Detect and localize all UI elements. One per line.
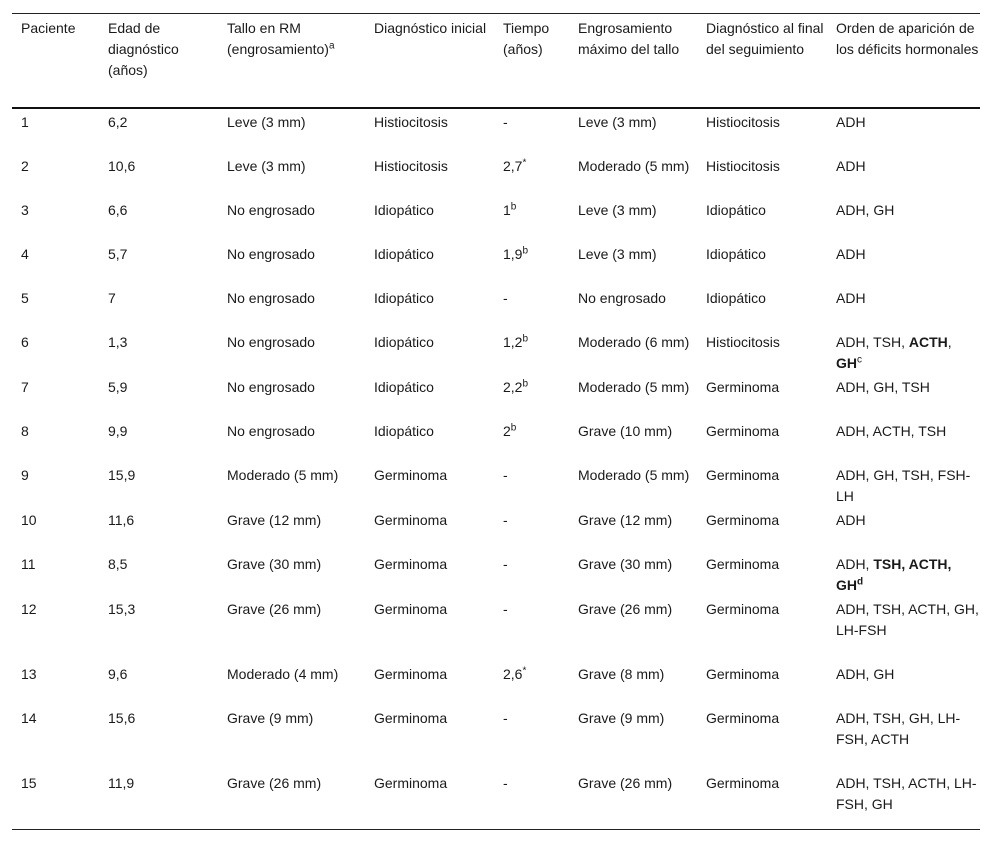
cell-tiempo: [494, 507, 569, 551]
cell-dx-inicial: Germinoma: [374, 600, 448, 617]
cell-tiempo-value: -: [503, 709, 508, 726]
cell-tiempo-value: 1: [503, 201, 511, 218]
cell-paciente: 10: [21, 511, 37, 528]
header-orden: Orden de aparición de los déficits hormonales: [827, 14, 980, 108]
clinical-table: [12, 13, 980, 830]
cell-orden: [827, 551, 980, 596]
cell-orden: ADH: [836, 113, 866, 130]
cell-tiempo-value: -: [503, 600, 508, 617]
cell-tiempo: [494, 770, 569, 830]
cell-paciente: 3: [21, 201, 29, 218]
table-row: [12, 374, 980, 418]
cell-tallo: No engrosado: [227, 289, 315, 306]
table-row: [12, 153, 980, 197]
cell-edad: 10,6: [108, 157, 136, 174]
cell-orden: ADH: [836, 245, 866, 262]
table-row: [12, 596, 980, 661]
cell-paciente: 12: [21, 600, 37, 617]
cell-orden-footnote-bold: d: [857, 575, 864, 587]
cell-orden: ADH, TSH, ACTH, LH-FSH, GH: [827, 770, 980, 830]
table-row: [12, 241, 980, 285]
cell-paciente: 8: [21, 422, 29, 439]
cell-edad: 9,6: [108, 665, 128, 682]
table-row: [12, 551, 980, 596]
cell-tiempo-footnote: b: [522, 332, 529, 344]
cell-dx-final: Germinoma: [706, 422, 780, 439]
table-row: [12, 507, 980, 551]
cell-tiempo-value: 1,2: [503, 333, 523, 350]
cell-paciente: 7: [21, 378, 29, 395]
cell-orden-bold: GH: [836, 354, 857, 371]
cell-tiempo: [494, 661, 569, 705]
cell-engrosamiento: Grave (8 mm): [578, 665, 665, 682]
cell-tallo: Moderado (5 mm): [227, 466, 339, 483]
cell-orden-footnote: c: [857, 353, 862, 365]
cell-orden-bold: ACTH: [908, 333, 948, 350]
cell-edad: 11,9: [99, 770, 218, 830]
cell-tiempo-value: 2,6: [503, 665, 523, 682]
cell-dx-final: Idiopático: [706, 201, 766, 218]
table-row: [12, 770, 980, 830]
cell-dx-final: Germinoma: [706, 466, 780, 483]
cell-tiempo-value: -: [503, 113, 508, 130]
cell-dx-final: Idiopático: [706, 245, 766, 262]
cell-edad: 6,6: [108, 201, 128, 218]
cell-engrosamiento: Grave (12 mm): [578, 511, 673, 528]
cell-paciente: 1: [21, 113, 29, 130]
header-edad: Edad de diagnóstico (años): [99, 14, 218, 108]
cell-tiempo-value: 2,7: [503, 157, 523, 174]
cell-orden: ADH, ACTH, TSH: [836, 422, 947, 439]
cell-engrosamiento: No engrosado: [578, 289, 666, 306]
table-row: [12, 705, 980, 770]
cell-orden: ADH: [836, 289, 866, 306]
cell-dx-final: Histiocitosis: [706, 333, 780, 350]
cell-tiempo: [494, 285, 569, 329]
cell-orden: ADH, GH, TSH: [836, 378, 930, 395]
cell-dx-inicial: Germinoma: [374, 709, 448, 726]
cell-edad: 15,3: [108, 600, 136, 617]
cell-edad: 15,6: [108, 709, 136, 726]
cell-dx-inicial: Idiopático: [374, 422, 434, 439]
cell-tallo: Grave (26 mm): [227, 600, 322, 617]
cell-tiempo: [494, 153, 569, 197]
cell-dx-final: Germinoma: [706, 378, 780, 395]
header-tallo: [218, 14, 365, 108]
header-paciente: Paciente: [12, 14, 99, 108]
cell-tiempo-footnote: b: [522, 244, 529, 256]
cell-tiempo-value: -: [503, 774, 508, 791]
table-row: [12, 418, 980, 462]
cell-orden: ADH: [836, 157, 866, 174]
cell-dx-inicial: Idiopático: [374, 289, 434, 306]
cell-tallo: No engrosado: [227, 378, 315, 395]
cell-tallo: No engrosado: [227, 422, 315, 439]
cell-engrosamiento: Leve (3 mm): [578, 113, 657, 130]
cell-dx-final: Germinoma: [706, 709, 780, 726]
cell-orden: ADH, TSH, GH, LH-FSH, ACTH: [836, 709, 961, 747]
cell-paciente: 14: [21, 709, 37, 726]
cell-engrosamiento: Grave (10 mm): [578, 422, 673, 439]
cell-engrosamiento: Leve (3 mm): [578, 245, 657, 262]
cell-edad: 5,9: [108, 378, 128, 395]
table-row: [12, 197, 980, 241]
cell-dx-inicial: Germinoma: [374, 466, 448, 483]
cell-dx-final: Idiopático: [706, 289, 766, 306]
cell-orden: [827, 329, 980, 374]
cell-engrosamiento: Moderado (5 mm): [578, 157, 690, 174]
cell-orden: ADH, GH: [836, 665, 895, 682]
cell-edad: 9,9: [108, 422, 128, 439]
header-engrosamiento: Engrosamiento máximo del tallo: [569, 14, 697, 108]
cell-tiempo-footnote: b: [510, 421, 517, 433]
cell-tallo: Grave (12 mm): [227, 511, 322, 528]
cell-dx-inicial: Germinoma: [365, 770, 494, 830]
cell-orden-text: ADH, TSH,: [836, 333, 905, 350]
cell-edad: 8,5: [108, 555, 128, 572]
cell-engrosamiento: Grave (26 mm): [569, 770, 697, 830]
table-row: [12, 285, 980, 329]
cell-tallo: Leve (3 mm): [227, 113, 306, 130]
cell-tallo: Moderado (4 mm): [227, 665, 339, 682]
table-row: [12, 108, 980, 153]
cell-dx-final: Histiocitosis: [706, 157, 780, 174]
cell-paciente: 13: [21, 665, 37, 682]
cell-tiempo: [494, 462, 569, 507]
cell-tallo: Leve (3 mm): [227, 157, 306, 174]
cell-dx-inicial: Idiopático: [374, 201, 434, 218]
header-tallo-text: Tallo en RM (engrosamiento): [227, 20, 329, 57]
cell-tiempo-value: 2,2: [503, 378, 523, 395]
cell-tallo: No engrosado: [227, 201, 315, 218]
cell-paciente: 2: [21, 157, 29, 174]
cell-dx-final: Germinoma: [706, 600, 780, 617]
table-row: [12, 462, 980, 507]
cell-tallo: No engrosado: [227, 333, 315, 350]
cell-tiempo-footnote: *: [522, 664, 527, 676]
cell-engrosamiento: Leve (3 mm): [578, 201, 657, 218]
cell-tiempo: [494, 108, 569, 153]
cell-tiempo-footnote: b: [522, 377, 529, 389]
cell-tiempo-value: -: [503, 555, 508, 572]
cell-tiempo-value: 1,9: [503, 245, 523, 262]
cell-dx-final: Germinoma: [706, 555, 780, 572]
cell-orden: ADH, GH, TSH, FSH-LH: [836, 466, 971, 504]
cell-dx-inicial: Germinoma: [374, 511, 448, 528]
cell-orden: ADH, GH: [836, 201, 895, 218]
cell-tiempo: [494, 551, 569, 596]
cell-engrosamiento: Grave (9 mm): [578, 709, 665, 726]
cell-tallo: Grave (26 mm): [218, 770, 365, 830]
cell-engrosamiento: Grave (26 mm): [578, 600, 673, 617]
cell-paciente: 15: [12, 770, 99, 830]
cell-paciente: 6: [21, 333, 29, 350]
cell-tiempo: [494, 197, 569, 241]
cell-dx-inicial: Histiocitosis: [374, 157, 448, 174]
cell-engrosamiento: Moderado (5 mm): [578, 466, 690, 483]
cell-dx-inicial: Histiocitosis: [374, 113, 448, 130]
cell-paciente: 11: [21, 555, 36, 572]
cell-dx-final: Germinoma: [697, 770, 827, 830]
cell-edad: 11,6: [108, 511, 135, 528]
cell-tiempo-value: 2: [503, 422, 511, 439]
cell-orden-bold: TSH, ACTH, GH: [836, 555, 952, 593]
cell-tallo: Grave (30 mm): [227, 555, 322, 572]
table-header: [12, 14, 980, 108]
cell-edad: 1,3: [108, 333, 128, 350]
cell-dx-final: Histiocitosis: [706, 113, 780, 130]
cell-orden: ADH, TSH, ACTH, GH, LH-FSH: [836, 600, 979, 638]
cell-tiempo: [494, 705, 569, 770]
header-dx-final: Diagnóstico al final del seguimiento: [697, 14, 827, 108]
cell-paciente: 4: [21, 245, 29, 262]
cell-edad: 5,7: [108, 245, 128, 262]
table-row: [12, 329, 980, 374]
cell-dx-final: Germinoma: [706, 511, 780, 528]
cell-tiempo-value: -: [503, 511, 508, 528]
cell-dx-inicial: Idiopático: [374, 333, 434, 350]
cell-tiempo-footnote: b: [510, 200, 517, 212]
cell-edad: 15,9: [108, 466, 136, 483]
cell-orden-footnote: [857, 576, 863, 587]
cell-dx-inicial: Idiopático: [374, 245, 434, 262]
cell-engrosamiento: Moderado (6 mm): [578, 333, 690, 350]
cell-dx-inicial: Germinoma: [374, 665, 448, 682]
cell-tiempo: [494, 418, 569, 462]
cell-dx-inicial: Idiopático: [374, 378, 434, 395]
cell-tiempo: [494, 374, 569, 418]
table-body: [12, 108, 980, 830]
cell-orden: ADH: [836, 511, 866, 528]
cell-edad: 6,2: [108, 113, 128, 130]
header-tallo-footnote: a: [328, 40, 335, 52]
cell-tiempo: [494, 596, 569, 661]
header-tiempo: Tiempo (años): [494, 14, 569, 108]
cell-orden-separator: ,: [947, 333, 952, 350]
cell-dx-inicial: Germinoma: [374, 555, 448, 572]
cell-tiempo: [494, 329, 569, 374]
cell-engrosamiento: Moderado (5 mm): [578, 378, 690, 395]
table-row: [12, 661, 980, 705]
cell-tallo: No engrosado: [227, 245, 315, 262]
cell-tiempo-value: -: [503, 466, 508, 483]
cell-tallo: Grave (9 mm): [227, 709, 314, 726]
cell-paciente: 5: [21, 289, 29, 306]
cell-dx-final: Germinoma: [706, 665, 780, 682]
cell-tiempo-value: -: [503, 289, 508, 306]
cell-edad: 7: [108, 289, 116, 306]
header-row: [12, 14, 980, 108]
cell-paciente: 9: [21, 466, 29, 483]
cell-tiempo: [494, 241, 569, 285]
cell-tiempo-footnote: *: [522, 156, 527, 168]
header-dx-inicial: Diagnóstico inicial: [365, 14, 494, 108]
cell-engrosamiento: Grave (30 mm): [578, 555, 673, 572]
cell-orden-text: ADH,: [836, 555, 874, 572]
